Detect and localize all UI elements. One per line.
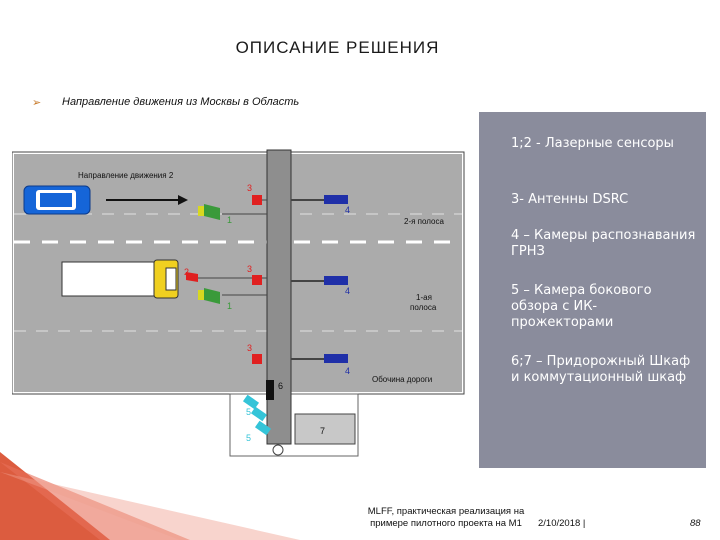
- lane-2-label: 2-я полоса: [404, 217, 444, 226]
- marker-5: 5: [246, 407, 252, 417]
- legend-item-antennas: 3- Антенны DSRC: [511, 192, 629, 207]
- legend-panel: [479, 112, 706, 468]
- legend-item-sensors: 1;2 - Лазерные сенсоры: [511, 136, 674, 151]
- marker-4: 4: [345, 366, 351, 376]
- laser-sensor-icon: [198, 206, 204, 216]
- plate-camera-icon: [324, 195, 348, 204]
- legend-item-cabinets: 6;7 – Придорожный Шкаф и коммутационный шкаф: [511, 354, 691, 385]
- laser-sensor-icon: [198, 290, 204, 300]
- footer-date: 2/10/2018 |: [538, 518, 586, 529]
- plate-camera-icon: [324, 276, 348, 285]
- legend-item-side-camera: 5 – Камера бокового обзора с ИК-прожекторами: [511, 283, 652, 330]
- slide-title: ОПИСАНИЕ РЕШЕНИЯ: [235, 38, 440, 57]
- footer-note: MLFF, практическая реализация на примере пилотного проекта на М1: [367, 506, 525, 529]
- road-diagram: [12, 148, 468, 460]
- truck-icon: [62, 262, 154, 296]
- direction-label: Направление движения 2: [78, 171, 174, 180]
- slide-subtitle: Направление движения из Москвы в Область: [62, 96, 300, 108]
- marker-3: 3: [247, 183, 253, 193]
- marker-7: 7: [320, 426, 326, 436]
- marker-1: 1: [227, 215, 233, 225]
- marker-3: 3: [247, 343, 253, 353]
- page-number: 88: [690, 518, 701, 529]
- dsrc-antenna-icon: [252, 275, 262, 285]
- dsrc-antenna-icon: [252, 354, 262, 364]
- arrow-bullet-icon: ➢: [32, 97, 42, 109]
- dsrc-antenna-icon: [252, 195, 262, 205]
- marker-1: 1: [227, 301, 233, 311]
- cabinet-6: [266, 380, 274, 400]
- plate-camera-icon: [324, 354, 348, 363]
- marker-4: 4: [345, 286, 351, 296]
- marker-4: 4: [345, 205, 351, 215]
- shoulder-label: Обочина дороги: [372, 375, 433, 384]
- decorative-corner: [0, 452, 360, 540]
- marker-5: 5: [246, 433, 252, 443]
- marker-2: 2: [184, 267, 190, 277]
- lane-1-label-line1: 1-ая: [416, 293, 432, 302]
- marker-6: 6: [278, 381, 284, 391]
- lane-1-label-line2: полоса: [410, 303, 437, 312]
- marker-3: 3: [247, 264, 253, 274]
- legend-item-cameras: 4 – Камеры распознавания ГРНЗ: [511, 228, 696, 259]
